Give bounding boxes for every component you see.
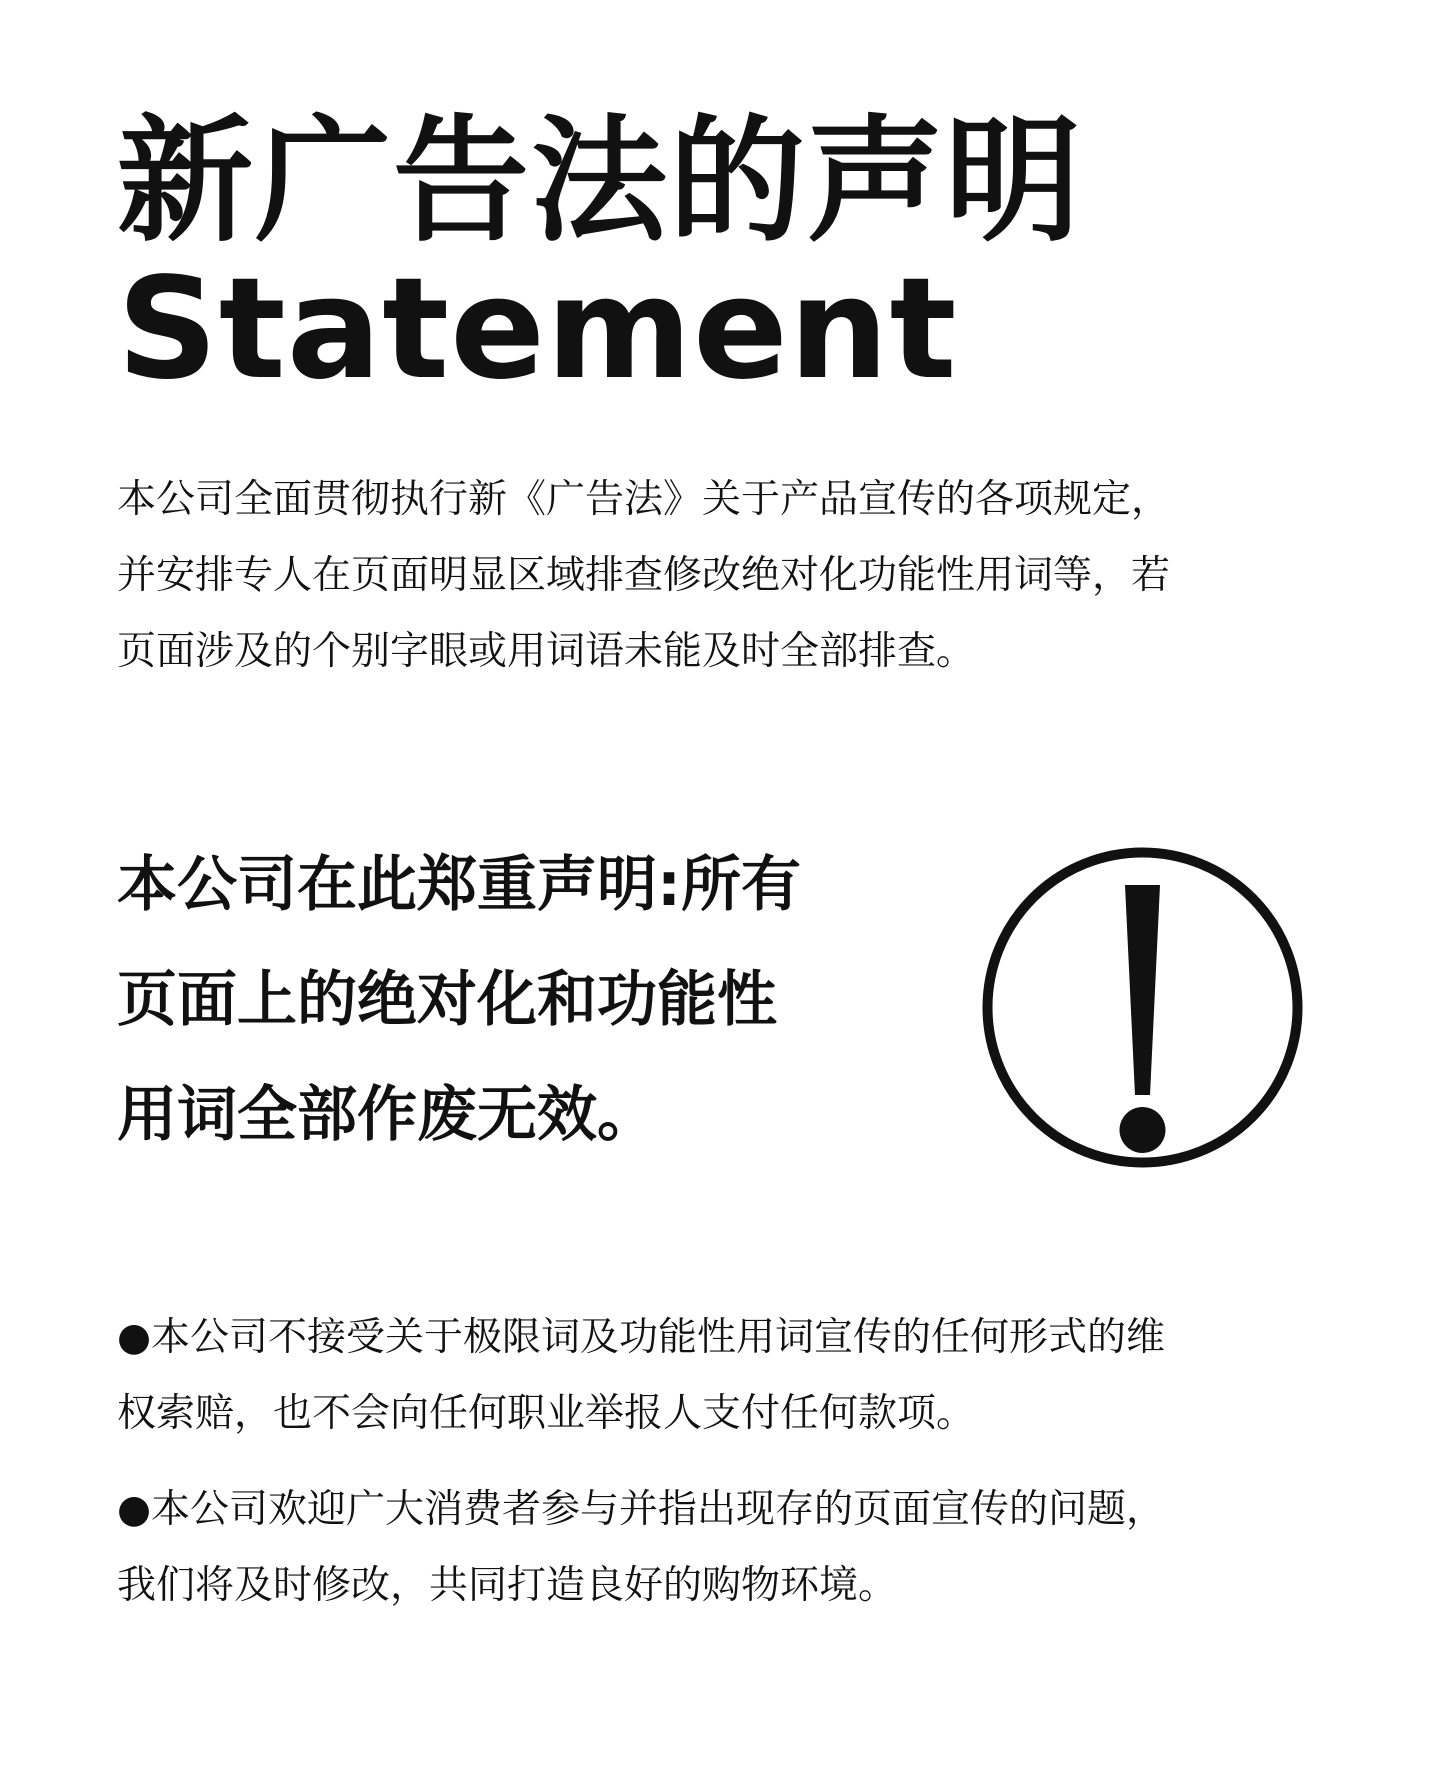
declaration-line: 页面上的绝对化和功能性: [117, 965, 777, 1035]
exclamation-circle-icon: [980, 845, 1305, 1170]
intro-line: 并安排专人在页面明显区域排查修改绝对化功能性用词等，若: [117, 553, 1171, 598]
declaration-text: [117, 828, 877, 1173]
declaration-line: 本公司在此郑重声明:所有: [117, 850, 801, 920]
notes-section: [117, 1300, 1317, 1644]
note-item: [117, 1300, 1317, 1452]
note-line: ●本公司欢迎广大消费者参与并指出现存的页面宣传的问题，: [117, 1487, 1166, 1532]
page-title-chinese: 新广告法的声明: [117, 103, 1083, 261]
note-item: [117, 1472, 1317, 1624]
intro-paragraph: [117, 462, 1297, 690]
page-title-english: Statement: [117, 248, 958, 411]
intro-line: 本公司全面贯彻执行新《广告法》关于产品宣传的各项规定，: [117, 477, 1171, 522]
note-line: 我们将及时修改，共同打造良好的购物环境。: [117, 1563, 898, 1608]
intro-line: 页面涉及的个别字眼或用词语未能及时全部排查。: [117, 629, 976, 674]
note-line: 权索赔，也不会向任何职业举报人支付任何款项。: [117, 1391, 976, 1436]
declaration-line: 用词全部作废无效。: [117, 1080, 657, 1150]
note-line: ●本公司不接受关于极限词及功能性用词宣传的任何形式的维: [117, 1315, 1166, 1360]
